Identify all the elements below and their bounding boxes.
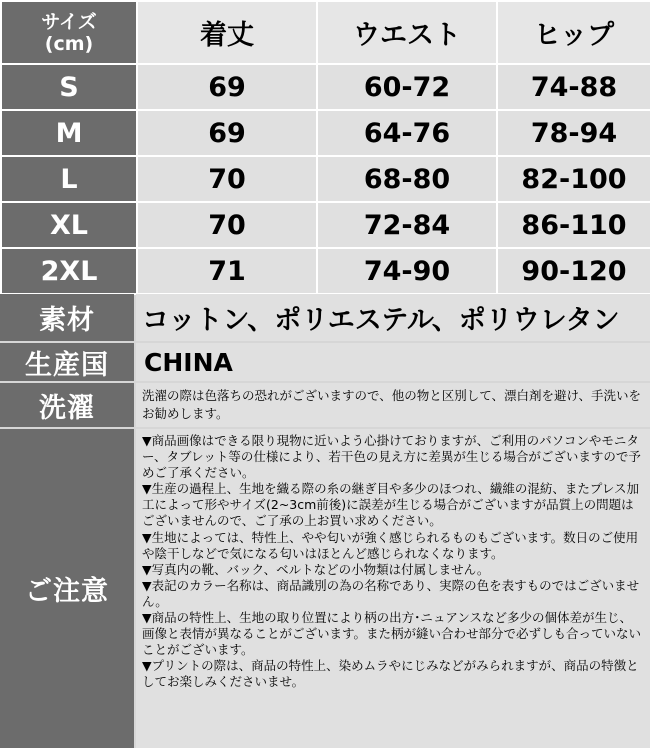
note-item: ▼生産の過程上、生地を織る際の糸の継ぎ目や多少のほつれ、繊維の混紡、またプレス加工によって形やサイズ(2~3cm前後)に誤差が生じる場合がございますが品質上の問題はございませんので、ご了承の上お買い求めください。 (142, 481, 639, 529)
hip-cell: 90-120 (497, 248, 650, 294)
size-label: L (1, 156, 137, 202)
unit-label: (cm) (44, 32, 94, 55)
waist-cell: 68-80 (317, 156, 497, 202)
column-header-length: 着丈 (137, 1, 317, 64)
note-item: ▼商品画像はできる限り現物に近いよう心掛けておりますが、ご利用のパソコンやモニター、タブレット等の仕様により、若干色の見え方に差異が生じる場合がございますので予めご了承ください。 (142, 433, 641, 481)
table-row (1, 64, 650, 110)
length-cell: 70 (137, 156, 317, 202)
size-table (0, 0, 650, 295)
column-header-waist: ウエスト (317, 1, 497, 64)
table-row (1, 202, 650, 248)
table-row (1, 248, 650, 294)
origin-value: CHINA (136, 343, 650, 381)
material-value: コットン、ポリエステル、ポリウレタン (136, 294, 650, 341)
size-label: M (1, 110, 137, 156)
washing-label: 洗濯 (0, 383, 134, 427)
note-item: ▼商品の特性上、生地の取り位置により柄の出方･ニュアンスなど多少の個体差が生じ、画像と表情が異なることがございます。また柄が縫い合わせ部分で必ずしも合っていないことがございます。 (142, 610, 642, 658)
length-cell: 70 (137, 202, 317, 248)
origin-row (0, 343, 650, 381)
material-label: 素材 (0, 294, 134, 341)
waist-cell: 74-90 (317, 248, 497, 294)
washing-row (0, 383, 650, 427)
note-item: ▼生地によっては、特性上、やや匂いが強く感じられるものもございます。数日のご使用や陰干しなどで気になる匂いはほとんど感じられなくなります。 (142, 529, 639, 561)
notes-row (0, 429, 650, 748)
waist-cell: 72-84 (317, 202, 497, 248)
material-row (0, 294, 650, 341)
size-label: S (1, 64, 137, 110)
notes-list (136, 429, 650, 748)
note-item: ▼写真内の靴、バック、ベルトなどの小物類は付属しません。 (142, 561, 490, 577)
size-header-label: サイズ (41, 10, 97, 33)
washing-text: 洗濯の際は色落ちの恐れがございますので、他の物と区別して、漂白剤を避け、手洗いをお勧めします。 (136, 383, 650, 427)
table-row (1, 110, 650, 156)
length-cell: 71 (137, 248, 317, 294)
size-table-header-row (1, 1, 650, 64)
size-unit-header (1, 1, 137, 64)
waist-cell: 60-72 (317, 64, 497, 110)
size-label: 2XL (1, 248, 137, 294)
table-row (1, 156, 650, 202)
length-cell: 69 (137, 110, 317, 156)
length-cell: 69 (137, 64, 317, 110)
note-item: ▼表記のカラー名称は、商品識別の為の名称であり、実際の色を表すものではございません。 (142, 577, 640, 609)
origin-label: 生産国 (0, 343, 134, 381)
note-item: ▼プリントの際は、商品の特性上、染めムラやにじみなどがみられますが、商品の特徴としてお楽しみくださいませ。 (142, 658, 639, 690)
column-header-hip: ヒップ (497, 1, 650, 64)
size-label: XL (1, 202, 137, 248)
waist-cell: 64-76 (317, 110, 497, 156)
hip-cell: 82-100 (497, 156, 650, 202)
hip-cell: 86-110 (497, 202, 650, 248)
notes-label: ご注意 (0, 429, 134, 748)
hip-cell: 78-94 (497, 110, 650, 156)
hip-cell: 74-88 (497, 64, 650, 110)
